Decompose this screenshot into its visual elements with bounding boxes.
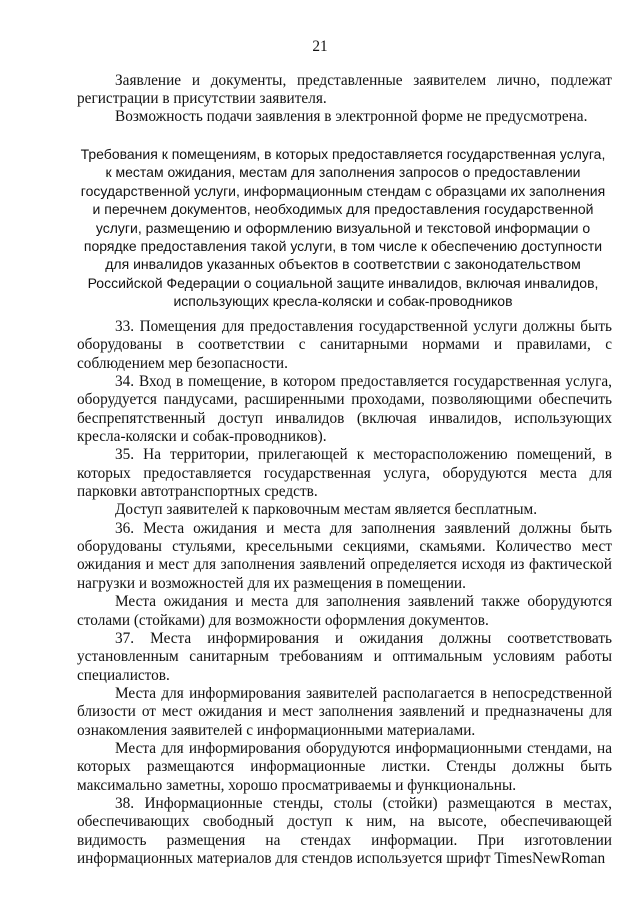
paragraph-36: 36. Места ожидания и места для заполнения заявлений должны быть оборудованы стульями, кресельными секциями, скамьями. Количество мест ожидания и мест для заполнения заявлений определяется исходя из фактической нагрузки и возможностей для их размещения в помещении.: [77, 519, 612, 592]
heading-line: услуги, размещению и оформлению визуальной и текстовой информации о: [95, 219, 591, 236]
heading-line: использующих кресла-коляски и собак-проводников: [173, 293, 513, 310]
paragraph-38: 38. Информационные стенды, столы (стойки) размещаются в местах, обеспечивающих свободный доступ к ним, на высоте, обеспечивающей видимость размещения на стендах информации. При изготовлении информационных материалов для стендов используется шрифт TimesNewRoman: [77, 794, 612, 867]
page-number: 21: [312, 38, 328, 55]
body-section: [77, 318, 612, 868]
paragraph-info-places: Места для информирования заявителей располагается в непосредственной близости от мест ожидания и мест заполнения заявлений и предназначены для ознакомления заявителей с информационными материалами.: [77, 684, 612, 739]
paragraph-34: 34. Вход в помещение, в котором предоставляется государственная услуга, оборудуется пандусами, расширенными проходами, позволяющими обеспечить беспрепятственный доступ инвалидов (включая инвалидов, использующих кресла-коляски и собак-проводников).: [77, 373, 612, 446]
heading-line: государственной услуги, информационным стендам с образцами их заполнения: [80, 182, 606, 199]
paragraph-33: 33. Помещения для предоставления государственной услуги должны быть оборудованы в соответствии с санитарными нормами и правилами, с соблюдением мер безопасности.: [77, 318, 612, 372]
paragraph-35: 35. На территории, прилегающей к месторасположению помещений, в которых предоставляется государственная услуга, оборудуются места для парковки автотранспортных средств.: [77, 446, 612, 501]
section-heading: [70, 145, 616, 311]
paragraph-37: 37. Места информирования и ожидания должны соответствовать установленным санитарным требованиям и оптимальным условиям работы специалистов.: [77, 629, 612, 684]
intro-section: [77, 72, 612, 126]
heading-line: порядке предоставления такой услуги, в том числе к обеспечению доступности: [83, 238, 603, 255]
paragraph-registration: Заявление и документы, представленные заявителем лично, подлежат регистрации в присутствии заявителя.: [77, 72, 612, 107]
heading-line: Требования к помещениям, в которых предоставляется государственная услуга,: [80, 146, 606, 162]
paragraph-info-stands: Места для информирования оборудуются информационными стендами, на которых размещаются информационные листки. Стенды должны быть максимально заметны, хорошо просматриваемы и функциональны.: [77, 739, 612, 794]
paragraph-tables: Места ожидания и места для заполнения заявлений также оборудуются столами (стойками) для возможности оформления документов.: [77, 593, 612, 629]
paragraph-electronic-form: Возможность подачи заявления в электронной форме не предусмотрена.: [115, 108, 588, 125]
paragraph-parking-free: Доступ заявителей к парковочным местам является бесплатным.: [115, 501, 538, 519]
heading-line: к местам ожидания, местам для заполнения запросов о предоставлении: [105, 164, 581, 181]
heading-line: Российской Федерации о социальной защите инвалидов, включая инвалидов,: [87, 274, 599, 291]
heading-line: для инвалидов указанных объектов в соответствии с законодательством: [105, 256, 581, 273]
heading-line: и перечнем документов, необходимых для предоставления государственной: [92, 201, 594, 218]
